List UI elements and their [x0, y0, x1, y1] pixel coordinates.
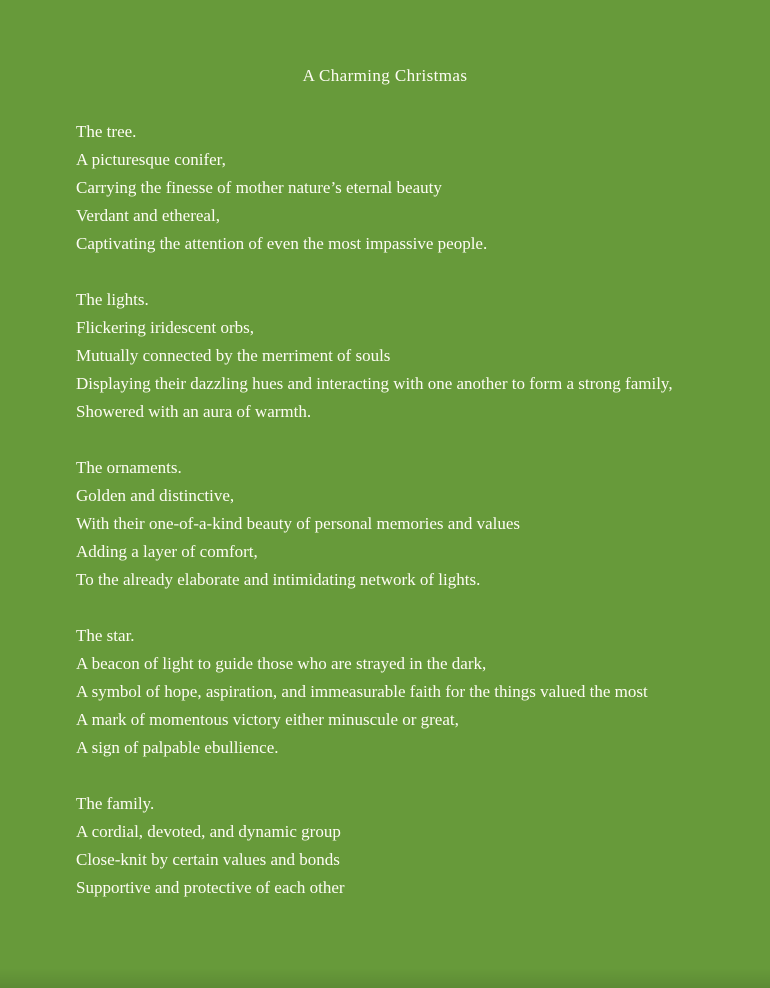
poem-line: Adding a layer of comfort,: [76, 542, 258, 561]
bottom-edge-shade: [0, 968, 770, 988]
poem-line: A picturesque conifer,: [76, 150, 226, 169]
poem-line: A sign of palpable ebullience.: [76, 738, 279, 757]
poem-line: Displaying their dazzling hues and interacting with one another to form a strong family,: [76, 374, 673, 393]
stanza-lights: [76, 286, 694, 426]
poem-line: With their one-of-a-kind beauty of personal memories and values: [76, 514, 521, 533]
poem-line: Carrying the finesse of mother nature’s eternal beauty: [76, 178, 442, 197]
poem-line: The tree.: [76, 122, 137, 141]
poem-line: A symbol of hope, aspiration, and immeasurable faith for the things valued the most: [76, 682, 648, 701]
poem-line: Mutually connected by the merriment of souls: [76, 346, 391, 365]
poem-line: Golden and distinctive,: [76, 486, 235, 505]
stanza-family: [76, 790, 694, 902]
poem-line: The family.: [76, 794, 155, 813]
poem-line: Flickering iridescent orbs,: [76, 318, 254, 337]
stanza-star: [76, 622, 694, 762]
poem-line: The star.: [76, 626, 135, 645]
poem-line: A cordial, devoted, and dynamic group: [76, 822, 341, 841]
stanza-ornaments: [76, 454, 694, 594]
poem-line: The ornaments.: [76, 458, 182, 477]
poem-line: Verdant and ethereal,: [76, 206, 220, 225]
poem-line: To the already elaborate and intimidating network of lights.: [76, 570, 481, 589]
poem-line: A beacon of light to guide those who are strayed in the dark,: [76, 654, 487, 673]
poem-line: Supportive and protective of each other: [76, 878, 345, 897]
poem-line: The lights.: [76, 290, 149, 309]
stanza-tree: [76, 118, 694, 258]
poem-title: A Charming Christmas: [302, 66, 468, 85]
poem-line: A mark of momentous victory either minuscule or great,: [76, 710, 459, 729]
poem-line: Showered with an aura of warmth.: [76, 402, 312, 421]
poem-line: Close-knit by certain values and bonds: [76, 850, 340, 869]
poem-line: Captivating the attention of even the most impassive people.: [76, 234, 488, 253]
